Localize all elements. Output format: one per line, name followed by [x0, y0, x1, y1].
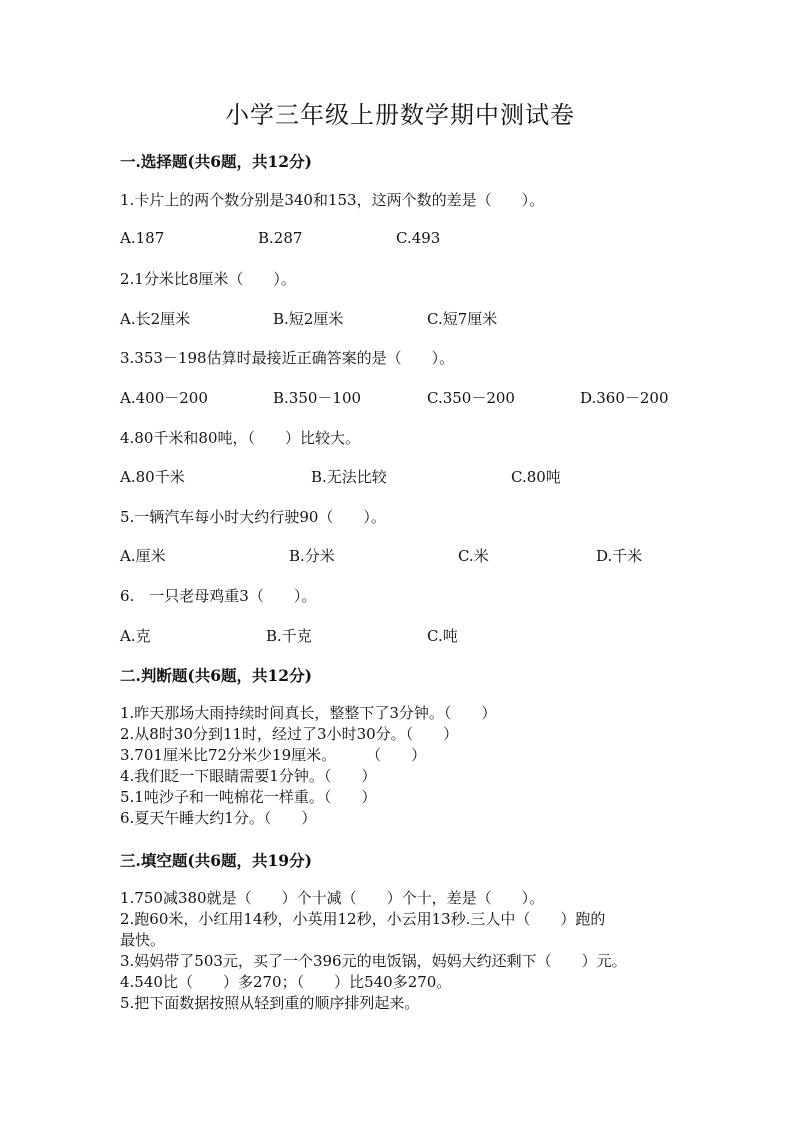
q2-option-b: B.短2厘米 [273, 310, 344, 328]
question-3: 3.353－198估算时最接近正确答案的是（ ）。 [120, 349, 455, 367]
question-6: 6. 一只老母鸡重3（ ）。 [120, 587, 317, 605]
fill-item-5: 5.把下面数据按照从轻到重的顺序排列起来。 [120, 994, 420, 1012]
q1-option-b: B.287 [258, 229, 303, 247]
question-4: 4.80千米和80吨，（ ）比较大。 [120, 429, 360, 447]
judge-item-2: 2.从8时30分到11时，经过了3小时30分。（ ） [120, 725, 459, 743]
q1-option-c: C.493 [396, 229, 441, 247]
section2-heading: 二.判断题(共6题，共12分) [120, 666, 312, 685]
judge-item-4: 4.我们眨一下眼睛需要1分钟。（ ） [120, 767, 377, 785]
fill-item-2-cont: 最快。 [120, 931, 166, 949]
q5-option-d: D.千米 [596, 547, 643, 565]
q3-option-c: C.350－200 [427, 389, 515, 407]
q3-option-b: B.350－100 [273, 389, 362, 407]
q6-option-c: C.吨 [427, 627, 458, 645]
question-2: 2.1分米比8厘米（ ）。 [120, 270, 296, 288]
q4-option-a: A.80千米 [120, 468, 185, 486]
judge-item-3: 3.701厘米比72分米少19厘米。 （ ） [120, 746, 427, 764]
page-title: 小学三年级上册数学期中测试卷 [225, 101, 575, 129]
q3-option-a: A.400－200 [120, 389, 208, 407]
judge-item-5: 5.1吨沙子和一吨棉花一样重。（ ） [120, 788, 377, 806]
q5-option-b: B.分米 [289, 547, 335, 565]
fill-item-2: 2.跑60米，小红用14秒，小英用12秒，小云用13秒.三人中（ ）跑的 [120, 910, 606, 928]
fill-item-1: 1.750减380就是（ ）个十减（ ）个十，差是（ ）。 [120, 889, 545, 907]
q5-option-c: C.米 [458, 547, 489, 565]
q2-option-c: C.短7厘米 [427, 310, 498, 328]
q4-option-c: C.80吨 [511, 468, 561, 486]
q6-option-a: A.克 [120, 627, 151, 645]
section1-heading: 一.选择题(共6题，共12分) [120, 152, 312, 171]
question-5: 5.一辆汽车每小时大约行驶90（ ）。 [120, 508, 386, 526]
fill-item-4: 4.540比（ ）多270；（ ）比540多270。 [120, 973, 452, 991]
q3-option-d: D.360－200 [580, 389, 669, 407]
q6-option-b: B.千克 [266, 627, 312, 645]
fill-item-3: 3.妈妈带了503元，买了一个396元的电饭锅，妈妈大约还剩下（ ）元。 [120, 952, 627, 970]
section3-heading: 三.填空题(共6题，共19分) [120, 851, 312, 870]
q4-option-b: B.无法比较 [311, 468, 387, 486]
q1-option-a: A.187 [120, 229, 165, 247]
judge-item-1: 1.昨天那场大雨持续时间真长，整整下了3分钟。（ ） [120, 704, 497, 722]
judge-item-6: 6.夏天午睡大约1分。（ ） [120, 809, 317, 827]
question-1: 1.卡片上的两个数分别是340和153，这两个数的差是（ ）。 [120, 191, 545, 209]
q5-option-a: A.厘米 [120, 547, 166, 565]
q2-option-a: A.长2厘米 [120, 310, 191, 328]
